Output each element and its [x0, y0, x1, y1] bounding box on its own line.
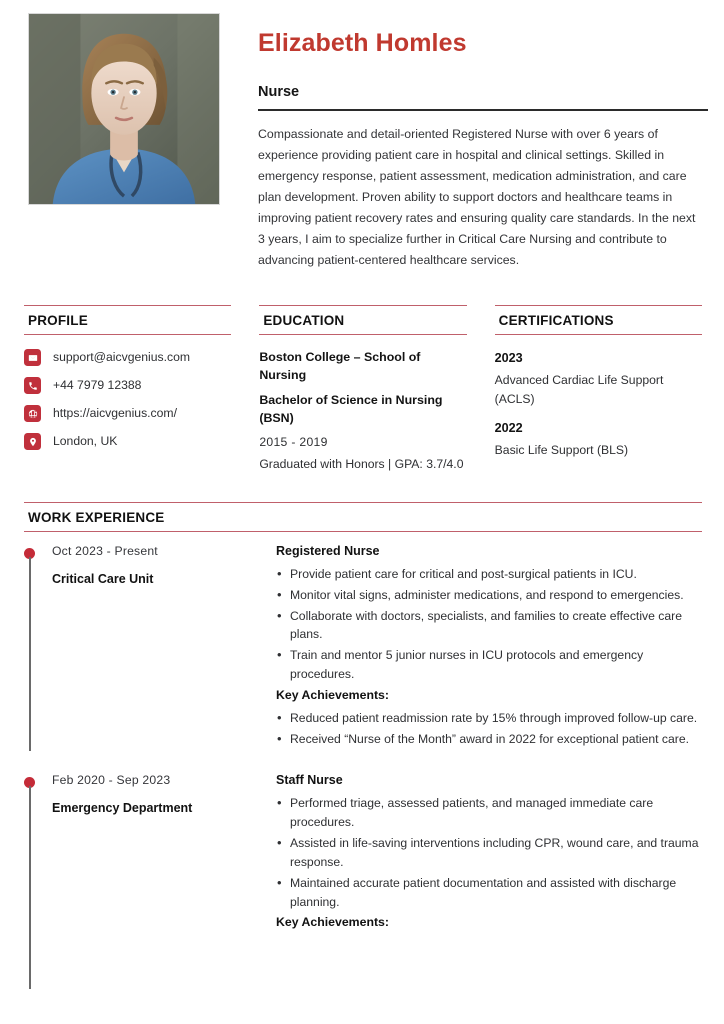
- education-heading: EDUCATION: [263, 313, 345, 329]
- education-section-header: [259, 305, 466, 335]
- work-experience-section: [0, 502, 724, 930]
- certification-name: Advanced Cardiac Life Support (ACLS): [494, 373, 664, 406]
- envelope-icon: [24, 349, 41, 366]
- profile-column: [14, 305, 245, 473]
- header-text-block: [220, 12, 708, 271]
- photo-container: [28, 12, 220, 271]
- list-item: • Train and mentor 5 junior nurses in ICU protocols and emergency procedures.: [276, 646, 702, 684]
- profile-heading: PROFILE: [28, 313, 88, 329]
- profile-photo: [28, 13, 220, 205]
- info-columns: [0, 305, 724, 473]
- contact-website-value: https://aicvgenius.com/: [53, 406, 177, 421]
- resume-header: [0, 0, 724, 271]
- contact-row-phone[interactable]: [24, 377, 231, 394]
- timeline-line: [29, 786, 31, 989]
- job-responsibility-list: [276, 794, 702, 911]
- list-item: • Assisted in life-saving interventions including CPR, wound care, and trauma response.: [276, 834, 702, 872]
- contact-location-value: London, UK: [53, 434, 118, 449]
- location-pin-icon: [24, 433, 41, 450]
- candidate-job-title: Nurse: [258, 83, 300, 100]
- contact-row-email[interactable]: [24, 349, 231, 366]
- job-list: [24, 544, 702, 930]
- certifications-body: [495, 351, 702, 459]
- timeline-marker: [24, 773, 52, 929]
- list-item: • Received “Nurse of the Month” award in 2022 for exceptional patient care.: [276, 730, 702, 749]
- certifications-heading: CERTIFICATIONS: [498, 313, 614, 329]
- timeline-line: [29, 557, 31, 751]
- contact-row-website[interactable]: [24, 405, 231, 422]
- contact-email-value: support@aicvgenius.com: [53, 350, 191, 365]
- certifications-column: [481, 305, 710, 473]
- profile-section-header: [24, 305, 231, 335]
- education-degree: Bachelor of Science in Nursing (BSN): [259, 393, 443, 426]
- job-entry: [24, 544, 702, 751]
- job-dates: Feb 2020 - Sep 2023: [52, 772, 171, 787]
- work-experience-section-header: [24, 502, 702, 532]
- certification-year: 2023: [494, 351, 523, 366]
- education-column: [245, 305, 480, 473]
- education-school: Boston College – School of Nursing: [259, 350, 421, 383]
- key-achievements-label: Key Achievements:: [276, 915, 389, 930]
- globe-icon: [24, 405, 41, 422]
- job-entry: [24, 773, 702, 929]
- job-department: Critical Care Unit: [52, 571, 154, 586]
- candidate-name: Elizabeth Homles: [258, 29, 467, 57]
- education-note: Graduated with Honors | GPA: 3.7/4.0: [259, 457, 464, 472]
- job-responsibility-list: [276, 565, 702, 684]
- certification-item: [495, 421, 702, 459]
- education-years: 2015 - 2019: [259, 435, 328, 450]
- job-meta: [52, 773, 266, 929]
- contact-list: [24, 349, 231, 450]
- education-body: [259, 349, 466, 473]
- job-dates: Oct 2023 - Present: [52, 543, 158, 558]
- key-achievements-label: Key Achievements:: [276, 688, 389, 703]
- contact-row-location[interactable]: [24, 433, 231, 450]
- job-meta: [52, 544, 266, 751]
- list-item: • Maintained accurate patient documentation and assisted with discharge planning.: [276, 874, 702, 912]
- header-divider: [258, 109, 708, 111]
- job-role: Staff Nurse: [276, 772, 343, 787]
- phone-icon: [24, 377, 41, 394]
- work-experience-heading: WORK EXPERIENCE: [28, 509, 165, 525]
- list-item: • Monitor vital signs, administer medications, and respond to emergencies.: [276, 586, 702, 605]
- list-item: • Collaborate with doctors, specialists, and families to create effective care plans.: [276, 607, 702, 645]
- portrait-illustration: [29, 14, 219, 204]
- certifications-section-header: [495, 305, 702, 335]
- certification-name: Basic Life Support (BLS): [494, 443, 629, 458]
- certification-item: [495, 351, 702, 408]
- list-item: • Provide patient care for critical and post-surgical patients in ICU.: [276, 565, 702, 584]
- job-department: Emergency Department: [52, 800, 193, 815]
- job-role: Registered Nurse: [276, 543, 380, 558]
- timeline-marker: [24, 544, 52, 751]
- professional-summary: Compassionate and detail-oriented Registered Nurse with over 6 years of experience providing patient care in hospital and clinical settings. Skilled in emergency response, patient assessment, medication administration, and care plan development. Proven ability to support doctors and healthcare teams in improving patient recovery rates and ensuring quality care standards. In the next 3 years, I aim to specialize further in Critical Care Nursing and contribute to advancing patient-centered healthcare services.: [258, 126, 696, 268]
- job-details: [266, 544, 702, 751]
- job-details: [266, 773, 702, 929]
- list-item: • Performed triage, assessed patients, and managed immediate care procedures.: [276, 794, 702, 832]
- list-item: • Reduced patient readmission rate by 15% through improved follow-up care.: [276, 709, 702, 728]
- contact-phone-value: +44 7979 12388: [53, 378, 142, 393]
- certification-year: 2022: [494, 421, 523, 436]
- job-achievement-list: [276, 709, 702, 749]
